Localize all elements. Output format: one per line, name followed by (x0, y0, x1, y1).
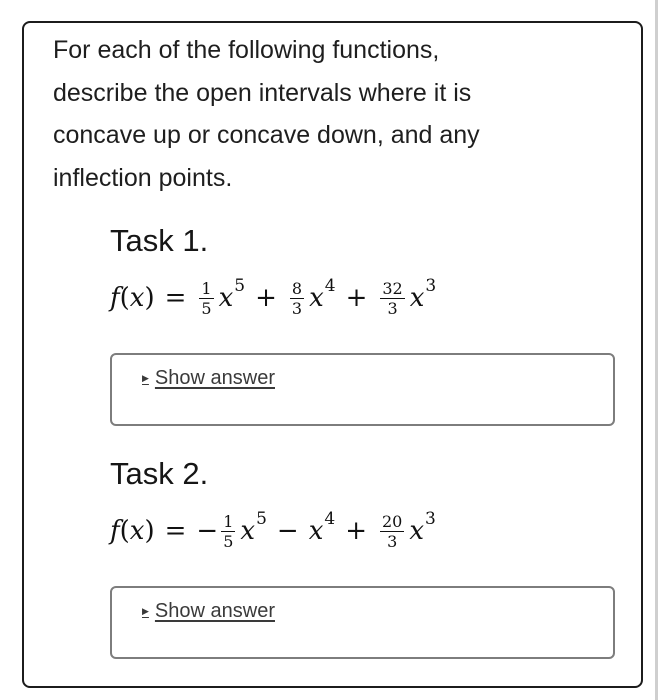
instructions (53, 29, 613, 199)
fraction-term-3 (380, 280, 404, 317)
task-1-answer-box[interactable] (110, 353, 615, 426)
exponent: 4 (324, 276, 336, 296)
operator: + (345, 283, 368, 313)
task-1-title: Task 1. (110, 223, 209, 258)
numerator: 8 (291, 278, 303, 298)
disclosure-triangle-icon: ▶ (142, 373, 149, 383)
term-variable: x (409, 283, 425, 313)
numerator: 1 (201, 278, 212, 298)
function-name: f (110, 516, 120, 546)
task-2-answer-box[interactable] (110, 586, 615, 659)
function-name: f (110, 283, 120, 313)
function-variable: x (129, 516, 145, 546)
exponent: 3 (425, 509, 436, 529)
paren-open: ( (119, 516, 130, 546)
term-variable: x (308, 516, 324, 546)
instructions-line: inflection points. (53, 163, 233, 192)
operator: + (345, 516, 367, 546)
function-variable: x (129, 283, 145, 313)
exponent: 4 (324, 509, 336, 529)
task-2-formula (110, 505, 436, 557)
task-1-formula (110, 272, 436, 324)
operator: − (276, 516, 299, 546)
fraction-term-1 (221, 513, 235, 550)
equals-sign: = (164, 283, 187, 313)
exercise-card (22, 21, 643, 688)
numerator: 1 (223, 511, 234, 531)
denominator: 3 (291, 298, 303, 318)
task-2-title: Task 2. (110, 456, 209, 491)
exponent: 5 (234, 276, 246, 296)
paren-close: ) (144, 516, 155, 546)
term-variable: x (240, 516, 256, 546)
exponent: 3 (425, 276, 437, 296)
denominator: 3 (387, 531, 398, 551)
paren-close: ) (144, 283, 155, 313)
show-answer-toggle[interactable] (142, 367, 275, 390)
exponent: 5 (256, 509, 267, 529)
term-variable: x (218, 283, 234, 313)
instructions-line: concave up or concave down, and any (53, 121, 480, 149)
equals-sign: = (164, 516, 187, 546)
denominator: 5 (223, 531, 234, 551)
fraction-term-1 (199, 280, 213, 317)
denominator: 5 (201, 298, 212, 318)
disclosure-triangle-icon: ▶ (142, 606, 149, 616)
term-variable: x (409, 516, 425, 546)
term-variable: x (309, 283, 324, 313)
operator: + (255, 283, 277, 313)
numerator: 20 (381, 511, 403, 531)
paren-open: ( (119, 283, 130, 313)
show-answer-label[interactable]: Show answer (154, 367, 275, 389)
denominator: 3 (387, 298, 398, 318)
fraction-term-3 (380, 513, 404, 550)
show-answer-label[interactable]: Show answer (154, 600, 275, 622)
instructions-line: describe the open intervals where it is (53, 78, 472, 107)
instructions-line: For each of the following functions, (53, 36, 440, 64)
show-answer-toggle[interactable] (142, 600, 275, 623)
leading-sign: − (196, 516, 219, 546)
window-edge (655, 0, 658, 700)
numerator: 32 (382, 278, 403, 298)
fraction-term-2 (290, 280, 304, 317)
